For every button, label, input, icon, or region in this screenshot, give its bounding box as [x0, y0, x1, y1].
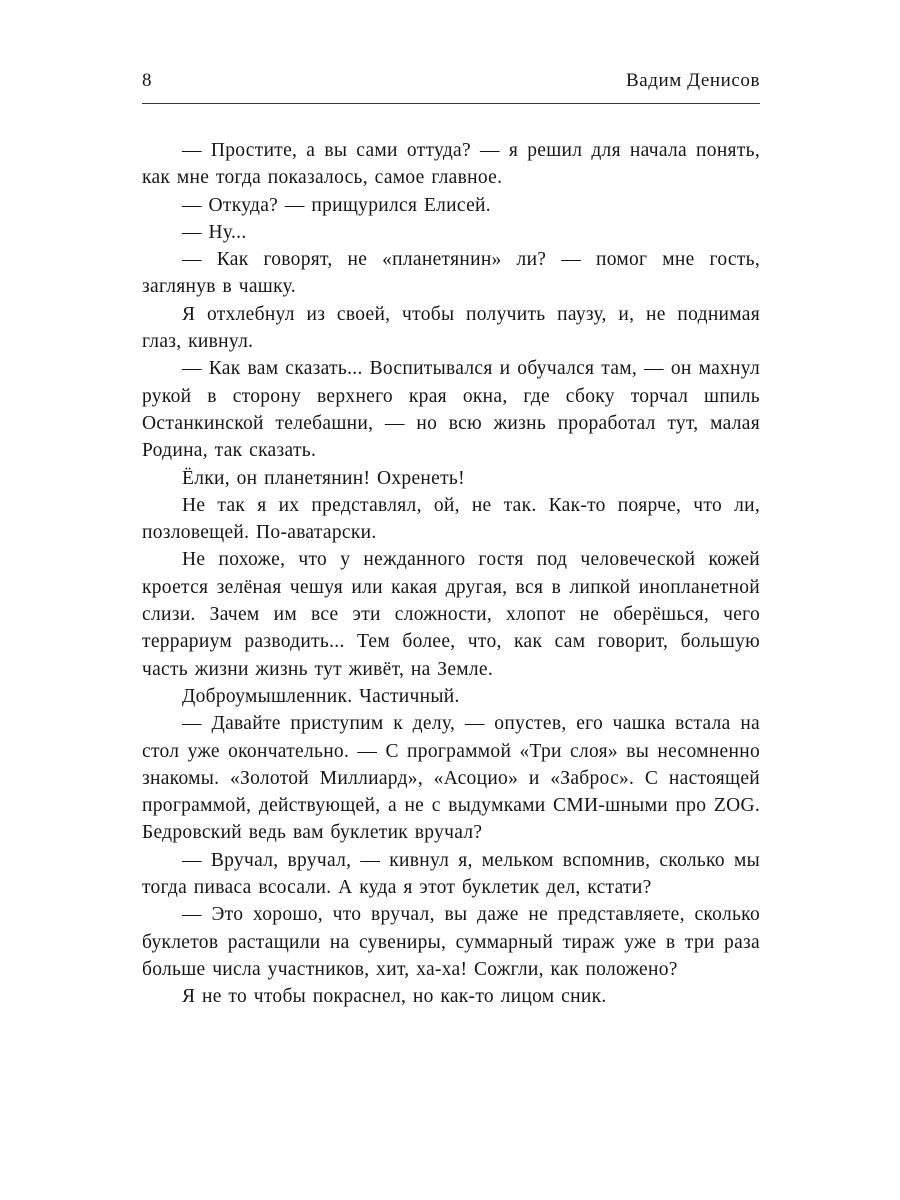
paragraph: — Откуда? — прищурился Елисей.: [182, 194, 491, 216]
paragraph: Не похоже, что у нежданного гостя под человеческой кожей кроется зелёная чешуя или какая другая, вся в липкой инопланетной слизи. Зачем им все эти сложности, хлопот не оберёшься, чего террариум разводить... Тем более, что, как сам говорит, большую часть жизни жизнь тут живёт, на Земле.: [142, 549, 760, 680]
paragraph: Я отхлебнул из своей, чтобы получить паузу, и, не поднимая глаз, кивнул.: [142, 303, 760, 353]
running-header-author: Вадим Денисов: [626, 70, 760, 91]
paragraph: Я не то чтобы покраснел, но как-то лицом сник.: [182, 986, 607, 1008]
paragraph: — Простите, а вы сами оттуда? — я решил для начала понять, как мне тогда показалось, самое главное.: [142, 140, 760, 189]
paragraph: — Это хорошо, что вручал, вы даже не представляете, сколько буклетов растащили на сувениры, суммарный тираж уже в три раза больше числа участников, хит, ха-ха! Сожгли, как положено?: [142, 904, 760, 980]
paragraph: Доброумышленник. Частичный.: [182, 685, 460, 707]
paragraph: — Ну...: [182, 221, 247, 243]
paragraph: Не так я их представлял, ой, не так. Как-то поярче, что ли, позловещей. По-аватарски.: [142, 494, 760, 544]
paragraph: — Вручал, вручал, — кивнул я, мельком вспомнив, сколько мы тогда пиваса всосали. А куда я этот буклетик дел, кстати?: [142, 849, 760, 899]
page-number: 8: [142, 70, 153, 91]
paragraph: — Как вам сказать... Воспитывался и обучался там, — он махнул рукой в сторону верхнего края окна, где сбоку торчал шпиль Останкинской телебашни, — но всю жизнь проработал тут, малая Родина, так сказать.: [142, 358, 760, 462]
paragraph: Ёлки, он планетянин! Охренеть!: [182, 467, 465, 489]
running-header: [142, 70, 760, 104]
paragraph: — Как говорят, не «планетянин» ли? — помог мне гость, заглянув в чашку.: [142, 249, 760, 298]
paragraph: — Давайте приступим к делу, — опустев, его чашка встала на стол уже окончательно. — С программой «Три слоя» вы несомненно знакомы. «Золотой Миллиард», «Асоцио» и «Заброс». С настоящей программой, действующей, а не с выдумками СМИ-шными про ZOG. Бедровский ведь вам буклетик вручал?: [142, 713, 760, 844]
page-body-text: [142, 137, 760, 1011]
